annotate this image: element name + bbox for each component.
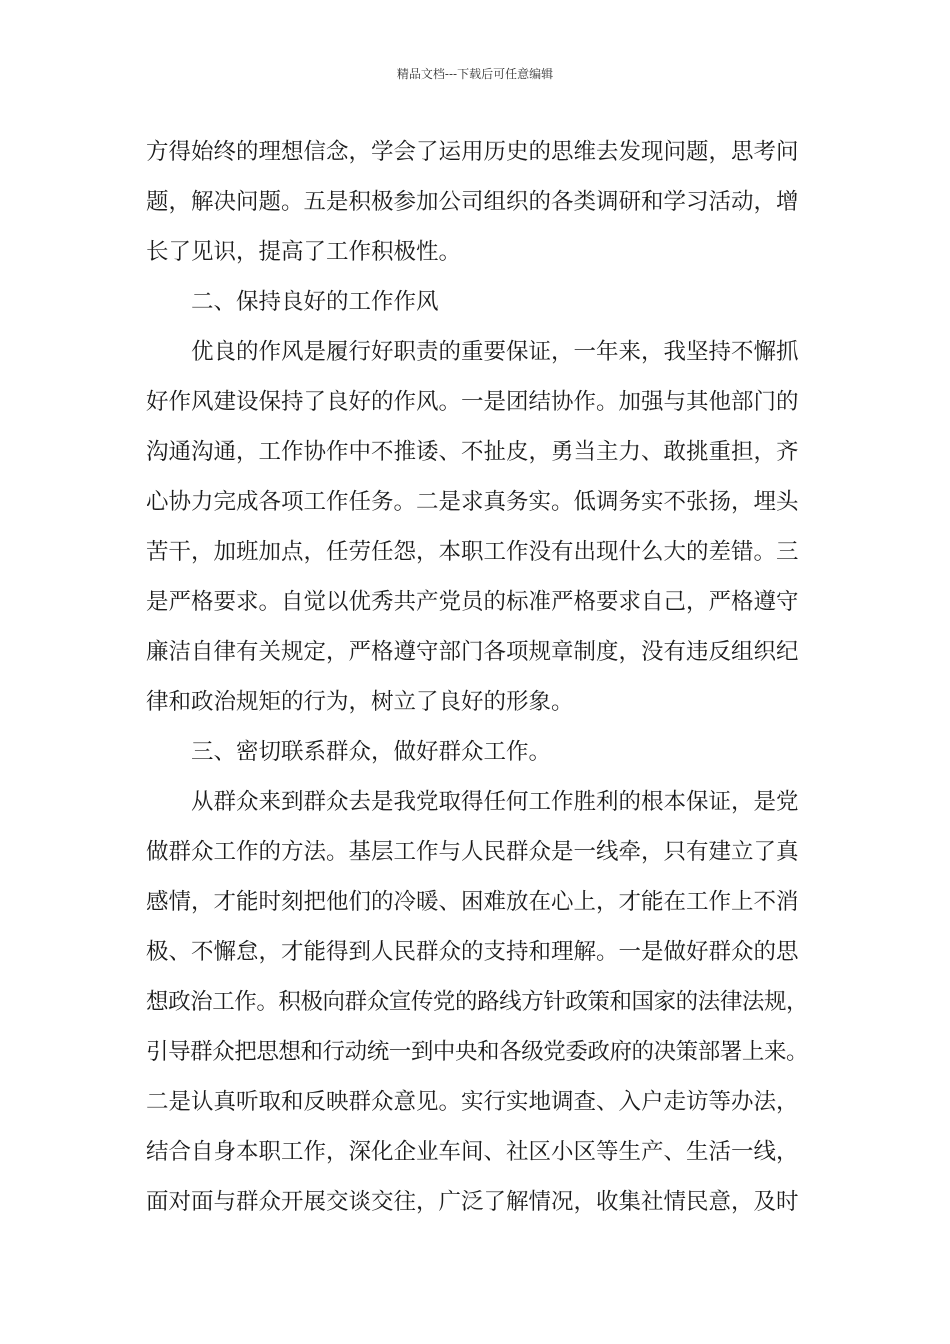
text-line: 廉洁自律有关规定，严格遵守部门各项规章制度，没有违反组织纪 <box>146 639 799 665</box>
page-header: 精品文档---下载后可任意编辑 <box>396 67 554 81</box>
text-line: 感情，才能时刻把他们的冷暖、困难放在心上，才能在工作上不消 <box>146 889 799 915</box>
text-line: 沟通沟通，工作协作中不推诿、不扯皮，勇当主力、敢挑重担，齐 <box>146 439 799 465</box>
text-line: 引导群众把思想和行动统一到中央和各级党委政府的决策部署上来。 <box>146 1039 809 1065</box>
text-line: 方得始终的理想信念，学会了运用历史的思维去发现问题，思考问 <box>146 139 799 165</box>
text-line: 三、密切联系群众，做好群众工作。 <box>191 739 552 765</box>
text-line: 律和政治规矩的行为，树立了良好的形象。 <box>146 689 574 715</box>
text-line: 想政治工作。积极向群众宣传党的路线方针政策和国家的法律法规， <box>146 989 809 1015</box>
text-line: 题，解决问题。五是积极参加公司组织的各类调研和学习活动，增 <box>146 189 799 215</box>
text-line: 好作风建设保持了良好的作风。一是团结协作。加强与其他部门的 <box>146 389 799 415</box>
text-line: 心协力完成各项工作任务。二是求真务实。低调务实不张扬，埋头 <box>146 489 799 515</box>
text-line: 优良的作风是履行好职责的重要保证，一年来，我坚持不懈抓 <box>191 339 799 365</box>
text-line: 做群众工作的方法。基层工作与人民群众是一线牵，只有建立了真 <box>146 839 799 865</box>
text-line: 结合自身本职工作，深化企业车间、社区小区等生产、生活一线， <box>146 1139 799 1165</box>
text-line: 二、保持良好的工作作风 <box>191 289 439 315</box>
text-line: 从群众来到群众去是我党取得任何工作胜利的根本保证，是党 <box>191 789 799 815</box>
text-line: 苦干，加班加点，任劳任怨，本职工作没有出现什么大的差错。三 <box>146 539 799 565</box>
text-line: 面对面与群众开展交谈交往，广泛了解情况，收集社情民意，及时 <box>146 1189 799 1215</box>
text-line: 是严格要求。自觉以优秀共产党员的标准严格要求自己，严格遵守 <box>146 589 799 615</box>
text-line: 二是认真听取和反映群众意见。实行实地调查、入户走访等办法， <box>146 1089 799 1115</box>
document-body <box>146 127 808 1227</box>
text-line: 极、不懈怠，才能得到人民群众的支持和理解。一是做好群众的思 <box>146 939 799 965</box>
text-line: 长了见识，提高了工作积极性。 <box>146 239 462 265</box>
